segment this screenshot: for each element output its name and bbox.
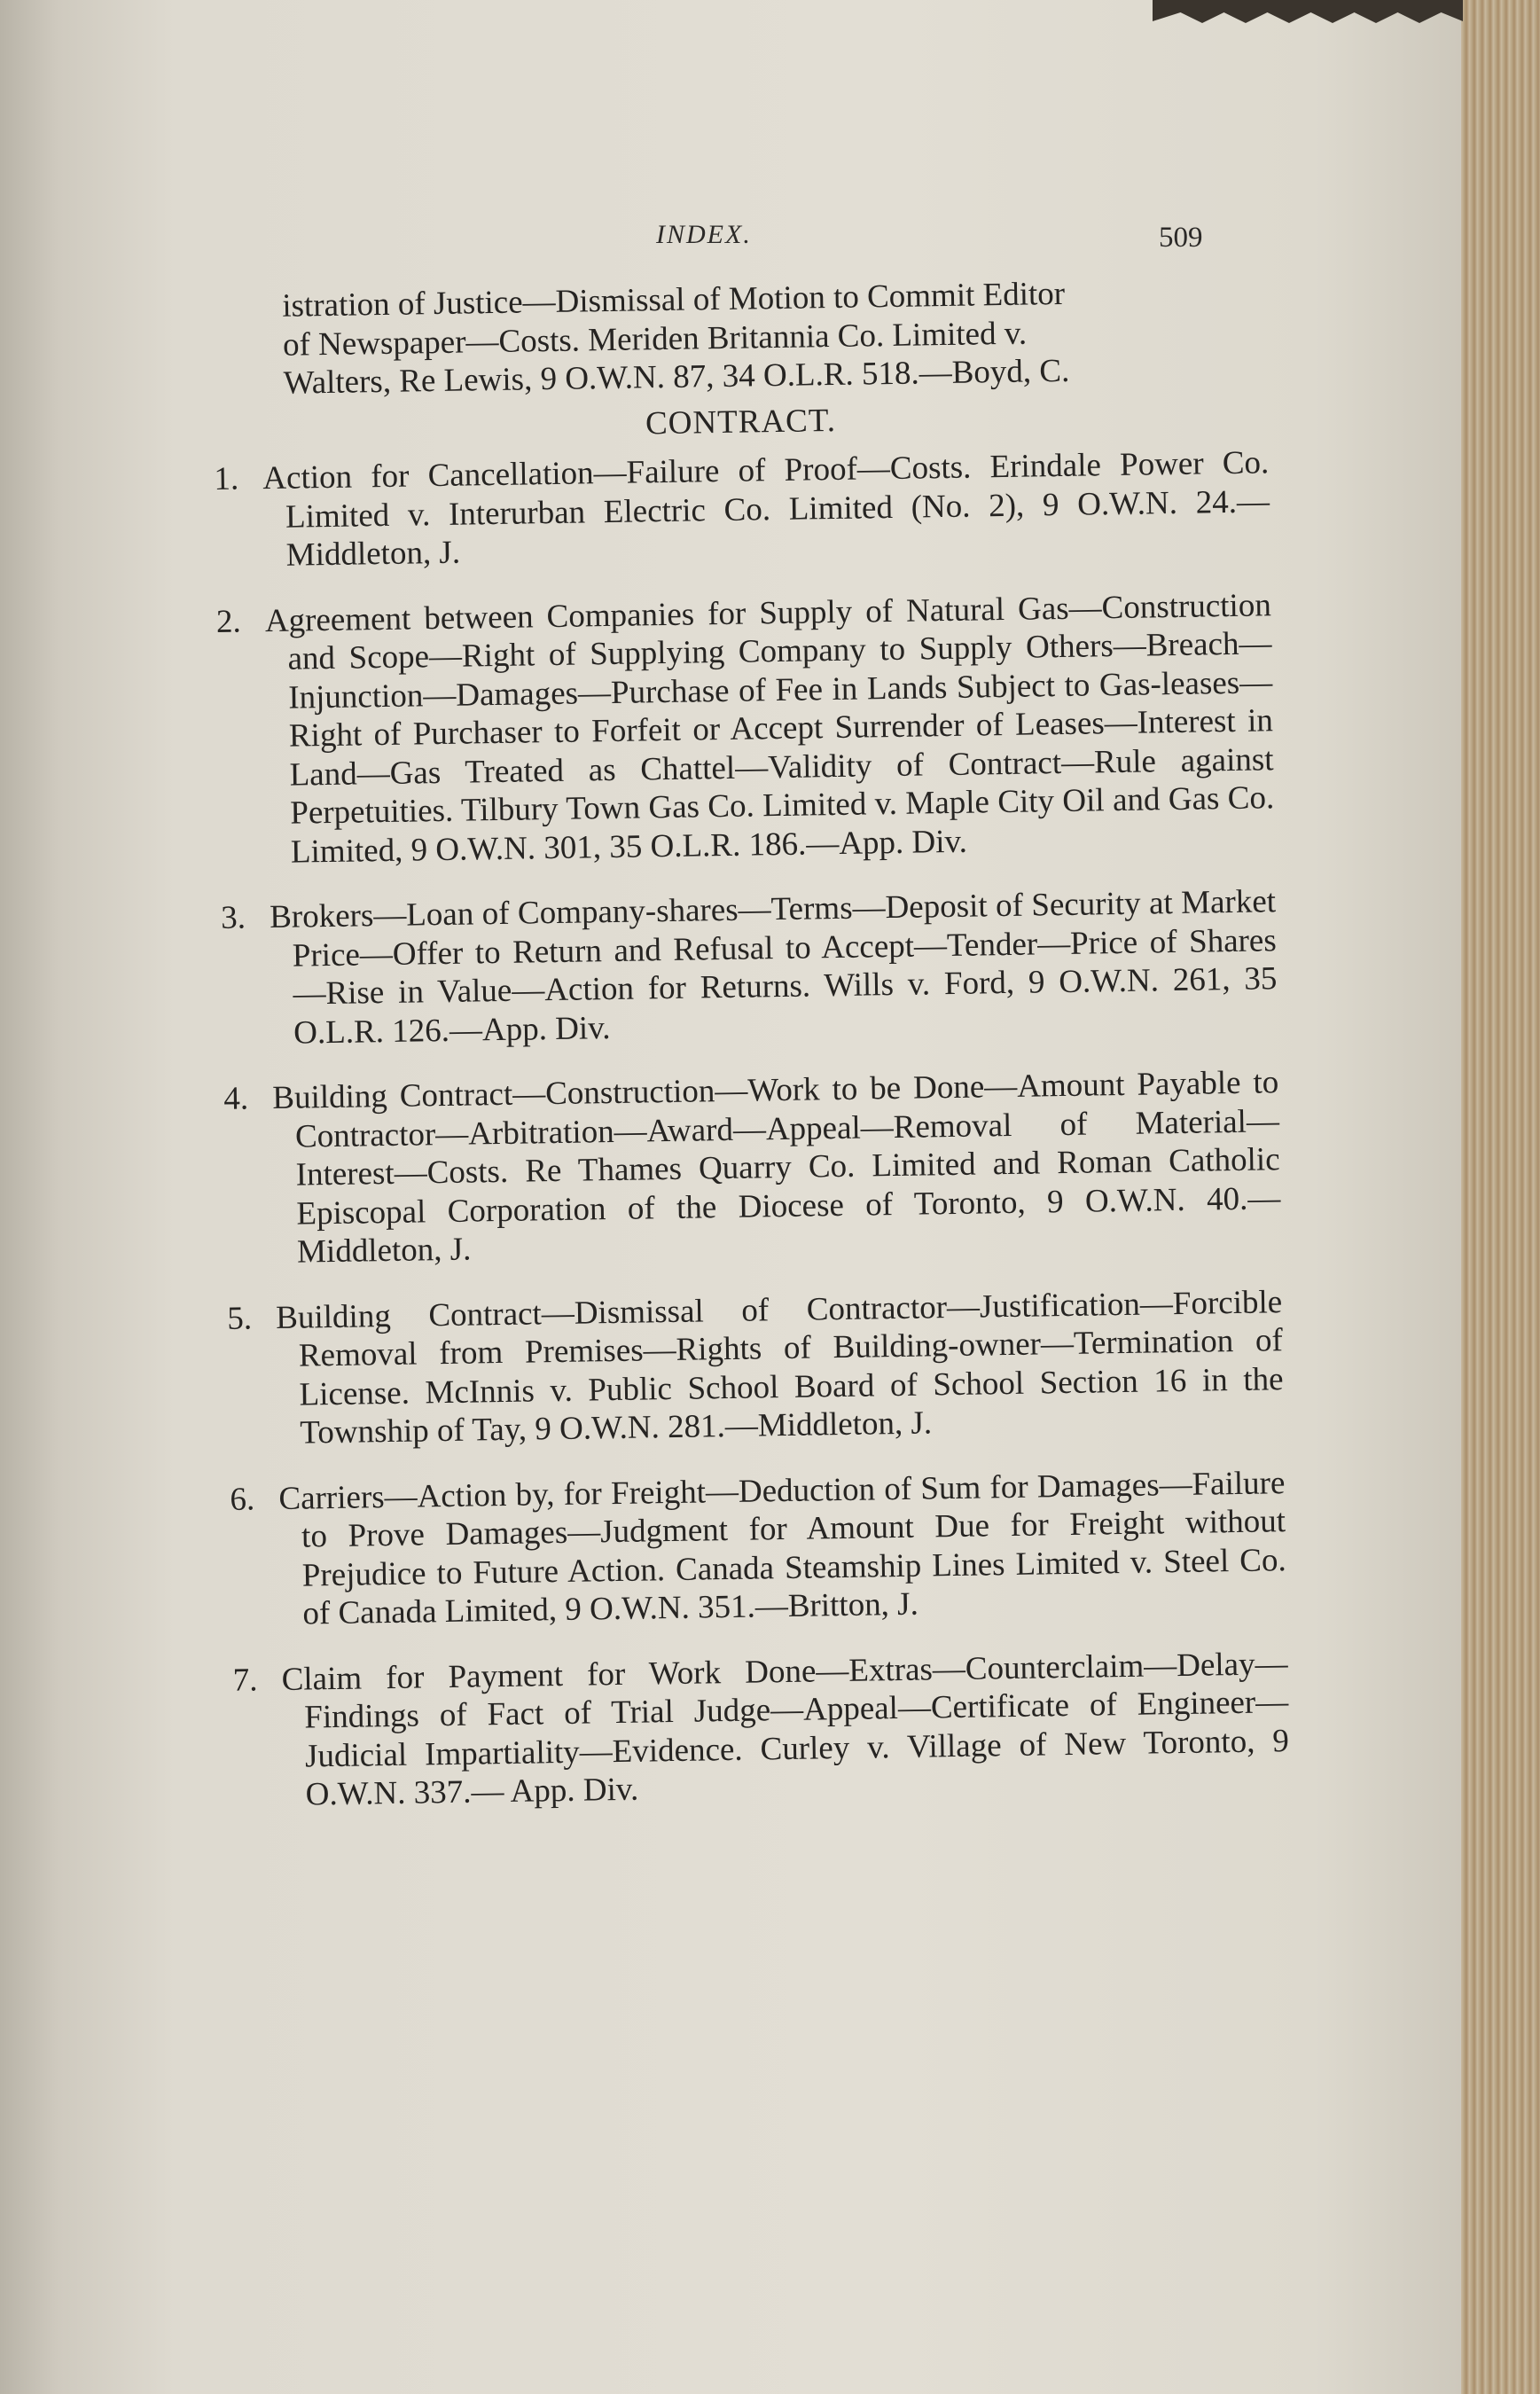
lead-line: Walters, Re Lewis, 9 O.W.N. 87, 34 O.L.R. 518.—Boyd, C. bbox=[283, 352, 1070, 402]
entry-number: 6. bbox=[230, 1480, 255, 1518]
entry-number: 7. bbox=[232, 1661, 258, 1699]
index-entry bbox=[223, 1063, 1281, 1272]
page-edges bbox=[1461, 0, 1540, 2394]
entry-number: 4. bbox=[223, 1080, 249, 1117]
entry-number: 2. bbox=[215, 603, 241, 640]
entry-text: Building Contract—Construction—Work to be Done—Amount Payable to Contractor—Arbitration—Award—Appeal—Removal of Material—Interest—Costs. Re Thames Quarry Co. Limited and Roman Catholic Episcopal Corporation of the Diocese of Toronto, 9 O.W.N. 40.—Middleton, J. bbox=[272, 1064, 1281, 1271]
entry-number: 1. bbox=[214, 460, 239, 497]
page-content bbox=[211, 271, 1290, 1842]
index-entry bbox=[216, 586, 1276, 872]
running-header-title: INDEX. bbox=[656, 220, 752, 249]
lead-line: of Newspaper—Costs. Meriden Britannia Co. Limited v. bbox=[282, 315, 1028, 364]
entry-text: Brokers—Loan of Company-shares—Terms—Deposit of Security at Market Price—Offer to Return and Refusal to Accept—Tender—Price of Shares—Rise in Value—Action for Returns. Wills v. Ford, 9 O.W.N. 261, 35 O.L.R. 126.—App. Div. bbox=[269, 883, 1278, 1052]
continued-entry bbox=[211, 271, 1268, 403]
entry-text: Action for Cancellation—Failure of Proof—Costs. Erindale Power Co. Limited v. Interurban Electric Co. Limited (No. 2), 9 O.W.N. 24.—Middleton, J. bbox=[262, 444, 1270, 574]
index-entry bbox=[227, 1283, 1285, 1454]
page-number: 509 bbox=[1159, 222, 1203, 254]
entry-text: Carriers—Action by, for Freight—Deduction of Sum for Damages—Failure to Prove Damages—Judgment for Amount Due for Freight without Prejudice to Future Action. Canada Steamship Lines Limited v. Steel Co. of Canada Limited, 9 O.W.N. 351.—Britton, J. bbox=[278, 1464, 1286, 1632]
entry-number: 3. bbox=[220, 899, 246, 936]
section-heading: CONTRACT. bbox=[645, 402, 837, 442]
entry-text: Agreement between Companies for Supply of Natural Gas—Construction and Scope—Right of Supplying Company to Supply Others—Breach—Injunction—Damages—Purchase of Fee in Lands Subject to Gas-leases—Right of Purchaser to Forfeit or Accept Surrender of Leases—Interest in Land—Gas Treated as Chattel—Validity of Contract—Rule against Perpetuities. Tilbury Town Gas Co. Limited v. Maple City Oil and Gas Co. Limited, 9 O.W.N. 301, 35 O.L.R. 186.—App. Div. bbox=[264, 586, 1275, 871]
entry-number: 5. bbox=[226, 1299, 253, 1337]
index-entry bbox=[214, 443, 1270, 575]
index-entry bbox=[230, 1464, 1287, 1635]
index-entry bbox=[221, 882, 1278, 1053]
entry-text: Claim for Payment for Work Done—Extras—Counterclaim—Delay—Findings of Fact of Trial Judge—Appeal—Certificate of Engineer—Judicial Impartiality—Evidence. Curley v. Village of New Toronto, 9 O.W.N. 337.— App. Div. bbox=[281, 1645, 1290, 1813]
entry-text: Building Contract—Dismissal of Contractor—Justification—Forcible Removal from Premises—Rights of Building-owner—Termination of License. McInnis v. Public School Board of School Section 16 in the Township of Tay, 9 O.W.N. 281.—Middleton, J. bbox=[275, 1283, 1284, 1451]
lead-line: istration of Justice—Dismissal of Motion to Commit Editor bbox=[282, 275, 1066, 325]
index-entry bbox=[232, 1645, 1290, 1816]
